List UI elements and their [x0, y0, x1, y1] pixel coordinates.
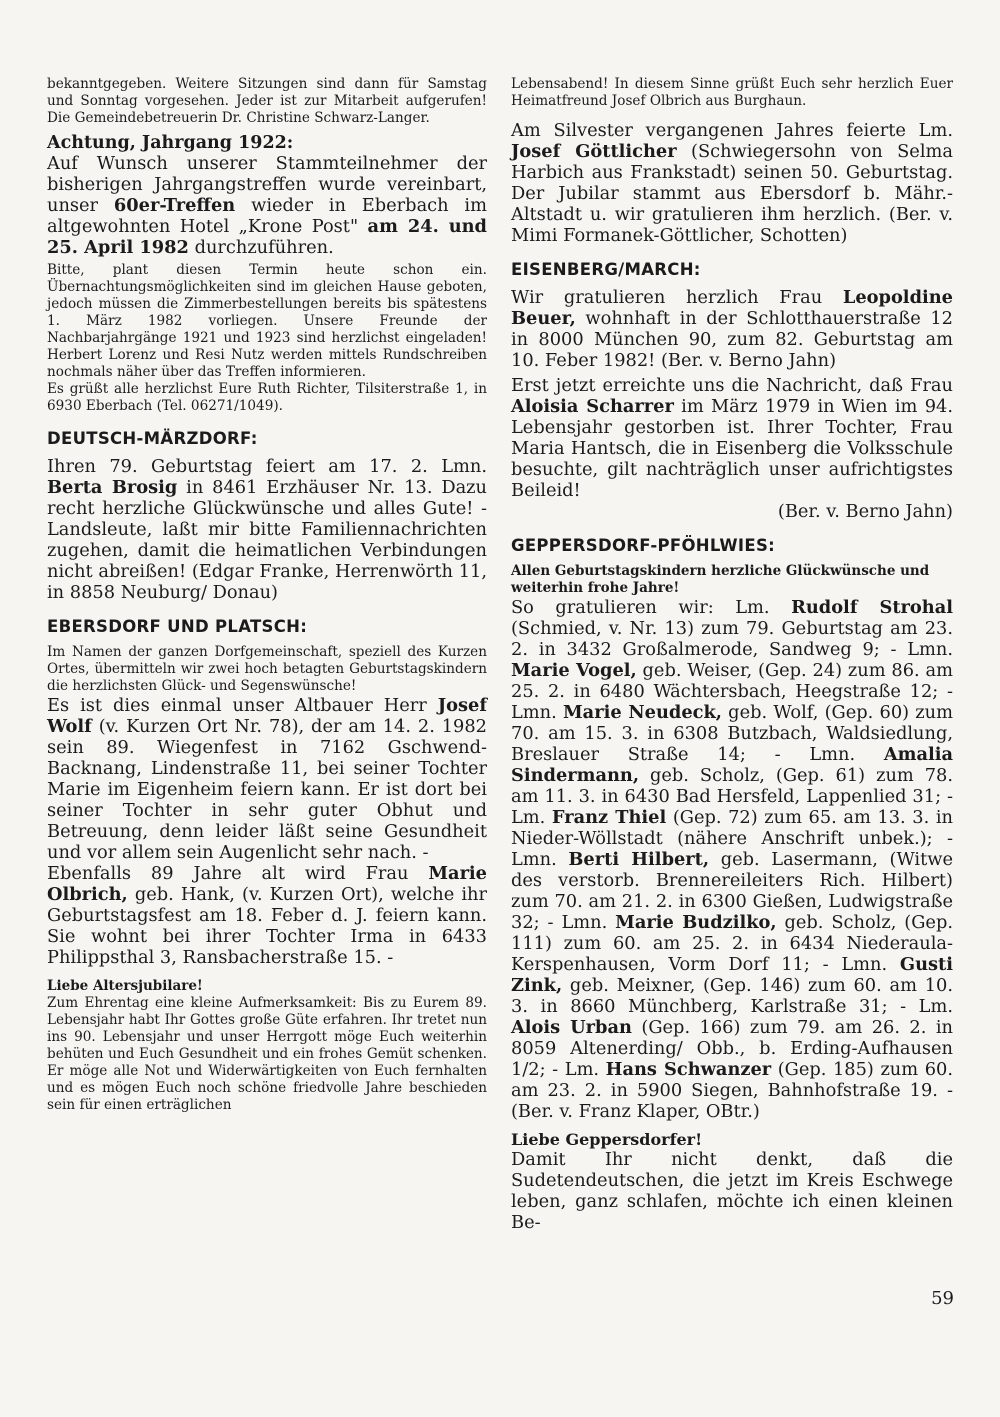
continuation-paragraph: Lebensabend! In diesem Sinne grüßt Euch sehr herzlich Euer Heimatfreund Josef Olbrich aus Burghaun. [511, 76, 953, 109]
liebe-altersjubilare-heading: Liebe Altersjubilare! [47, 978, 203, 994]
achtung-details: Bitte, plant diesen Termin heute schon ein. Übernachtungsmöglichkeiten sind im gleichen Hause geboten, jedoch müssen die Zimmerbestellungen bereits bis spätestens 1. März 1982 vorliegen. Unsere Freunde der Nachbarjahrgänge 1921 und 1923 sind herzlichst eingeladen! Herbert Lorenz und Resi Nutz werden mittels Rundschreiben nochmals näher über das Treffen informieren. [47, 262, 487, 380]
geppersdorf-subheading: Allen Geburtstagskindern herzliche Glückwünsche und weiterhin frohe Jahre! [511, 563, 930, 596]
eisenberg-reporter: (Ber. v. Berno Jahn) [777, 501, 953, 522]
ebersdorf-heading: EBERSDORF UND PLATSCH: [47, 617, 308, 636]
achtung-greeting: Es grüßt alle herzlichst Eure Ruth Richter, Tilsiterstraße 1, in 6930 Eberbach (Tel. 06271/1049). [47, 381, 487, 414]
right-column [511, 76, 953, 1233]
ebersdorf-intro: Im Namen der ganzen Dorfgemeinschaft, speziell des Kurzen Ortes, übermitteln wir zwei hoch betagten Geburtstagskindern die herzlichsten Glück- und Segenswünsche! [47, 644, 487, 694]
achtung-heading: Achtung, Jahrgang 1922: [47, 133, 294, 153]
liebe-geppersdorfer-heading: Liebe Geppersdorfer! [511, 1130, 703, 1149]
ebersdorf-paragraph-1: Es ist dies einmal unser Altbauer Herr Josef Wolf (v. Kurzen Ort Nr. 78), der am 14. 2. 1982 sein 89. Wiegenfest in 7162 Gschwend-Backnang, Lindenstraße 11, bei seiner Tochter Marie im Eigenheim feiern kann. Er ist dort bei seiner Tochter in sehr guter Obhut und Betreuung, denn leider läßt seine Gesundheit und vor allem sein Augenlicht sehr nach. - [47, 695, 487, 863]
eisenberg-paragraph-1: Wir gratulieren herzlich Frau Leopoldine Beuer, wohnhaft in der Schlotthauerstraße 12 in 8000 München 90, zum 82. Geburtstag am 10. Feber 1982! (Ber. v. Berno Jahn) [511, 287, 953, 371]
deutsch-maerzdorf-paragraph: Ihren 79. Geburtstag feiert am 17. 2. Lmn. Berta Brosig in 8461 Erzhäuser Nr. 13. Dazu recht herzliche Glückwünsche und alles Gute! - Landsleute, laßt mir bitte Familiennachrichten zugehen, damit die heimatlichen Verbindungen nicht abreißen! (Edgar Franke, Herrenwörth 11, in 8858 Neuburg/ Donau) [47, 456, 487, 603]
eisenberg-paragraph-2: Erst jetzt erreichte uns die Nachricht, daß Frau Aloisia Scharrer im März 1979 in Wien im 94. Lebensjahr gestorben ist. Ihrer Tochter, Frau Maria Hantsch, die in Eisenberg die Volksschule besuchte, gilt nachträglich unser aufrichtigstes Beileid! [511, 375, 953, 501]
geppersdorf-paragraph: So gratulieren wir: Lm. Rudolf Strohal (Schmied, v. Nr. 13) zum 79. Geburtstag am 23. 2. in 3432 Großalmerode, Sandweg 9; - Lmn. Marie Vogel, geb. Weiser, (Gep. 24) zum 86. am 25. 2. in 6480 Wächtersbach, Heegstraße 12; - Lmn. Marie Neudeck, geb. Wolf, (Gep. 60) zum 70. am 15. 3. in 6308 Butzbach, Waldsiedlung, Breslauer Straße 14; - Lmn. Amalia Sindermann, geb. Scholz, (Gep. 61) zum 78. am 11. 3. in 6430 Bad Hersfeld, Lappenlied 31; - Lm. Franz Thiel (Gep. 72) zum 65. am 13. 3. in Nieder-Wöllstadt (nähere Anschrift unbek.); - Lmn. Berti Hilbert, geb. Lasermann, (Witwe des verstorb. Brennereileiters Rich. Hilbert) zum 70. am 21. 2. in 6300 Gießen, Ludwigstraße 32; - Lmn. Marie Budzilko, geb. Scholz, (Gep. 111) zum 60. am 25. 2. in 6434 Niederaula-Kerspenhausen, Vorm Dorf 11; - Lmn. Gusti Zink, geb. Meixner, (Gep. 146) zum 60. am 10. 3. in 8660 Münchberg, Karlstraße 31; - Lm. Alois Urban (Gep. 166) zum 79. am 26. 2. in 8059 Altenerding/ Obb., b. Erding-Aufhausen 1/2; - Lm. Hans Schwanzer (Gep. 185) zum 60. am 23. 2. in 5900 Siegen, Bahnhofstraße 19. - (Ber. v. Franz Klaper, OBtr.) [511, 597, 953, 1122]
liebe-geppersdorfer-text: Damit Ihr nicht denkt, daß die Sudetendeutschen, die jetzt im Kreis Eschwege leben, ganz schlafen, möchte ich einen kleinen Be- [511, 1149, 953, 1233]
ebersdorf-paragraph-2: Ebenfalls 89 Jahre alt wird Frau Marie Olbrich, geb. Hank, (v. Kurzen Ort), welche ihr Geburtstagsfest am 18. Feber d. J. feiern kann. Sie wohnt bei ihrer Tochter Irma in 6433 Philippsthal 3, Ransbacherstraße 15. - [47, 863, 487, 968]
liebe-altersjubilare-text: Zum Ehrentag eine kleine Aufmerksamkeit: Bis zu Eurem 89. Lebensjahr habt Ihr Gottes große Güte erfahren. Ihr tretet nun ins 90. Lebensjahr und unser Herrgott möge Euch weiterhin behüten und Euch Gesundheit und ein frohes Gemüt schenken. Er möge alle Not und Widerwärtigkeiten von Euch fernhalten und es mögen Euch noch schöne friedvolle Jahre beschieden sein für einen erträglichen [47, 995, 487, 1113]
page-number: 59 [931, 1288, 954, 1309]
intro-paragraph: bekanntgegeben. Weitere Sitzungen sind dann für Samstag und Sonntag vorgesehen. Jeder ist zur Mitarbeit aufgerufen! Die Gemeindebetreuerin Dr. Christine Schwarz-Langer. [47, 76, 487, 126]
achtung-paragraph: Auf Wunsch unserer Stammteilnehmer der bisherigen Jahrgangstreffen wurde vereinbart, unser 60er-Treffen wieder in Eberbach im altgewohnten Hotel „Krone Post" am 24. und 25. April 1982 durchzuführen. [47, 153, 487, 258]
eisenberg-heading: EISENBERG/MARCH: [511, 260, 701, 279]
silvester-paragraph: Am Silvester vergangenen Jahres feierte Lm. Josef Göttlicher (Schwiegersohn von Selma Harbich aus Frankstadt) seinen 50. Geburtstag. Der Jubilar stammt aus Ebersdorf b. Mähr.-Altstadt u. wir gratulieren ihm herzlich. (Ber. v. Mimi Formanek-Göttlicher, Schotten) [511, 120, 953, 246]
left-column [47, 76, 487, 1114]
geppersdorf-heading: GEPPERSDORF-PFÖHLWIES: [511, 536, 776, 555]
deutsch-maerzdorf-heading: DEUTSCH-MÄRZDORF: [47, 429, 258, 448]
